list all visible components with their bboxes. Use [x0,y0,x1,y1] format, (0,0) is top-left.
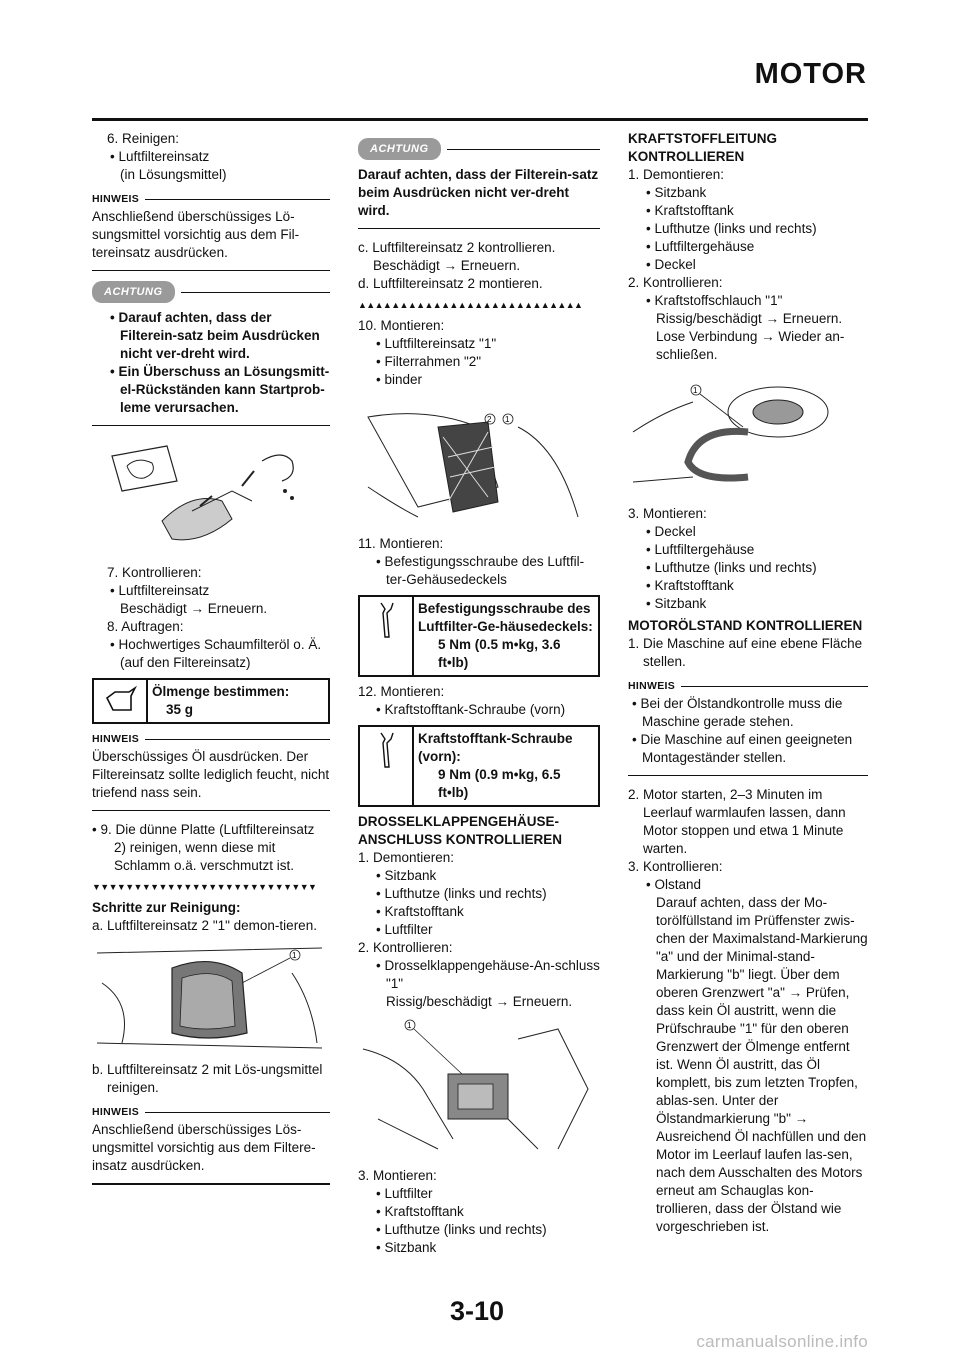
step-9: • 9. Die dünne Platte (Luftfiltereinsatz 2) reinigen, wenn diese mit Schlamm o.ä. verschmutzt ist. [92,821,330,875]
divider [628,775,868,776]
step-a: a. Luftfiltereinsatz 2 "1" demon-tieren. [92,918,317,933]
step-b: b. Luftfiltereinsatz 2 mit Lös-ungsmittel reinigen. [92,1062,323,1095]
step-6-item: • Luftfiltereinsatz [92,148,330,166]
step-7-item-note: Beschädigt → Erneuern. [120,601,268,616]
wrench-icon [360,597,414,675]
section-heading: KRAFTSTOFFLEITUNG KONTROLLIEREN [628,131,777,164]
wrench-icon [360,727,414,805]
divider [358,228,600,229]
spec-title: Befestigungsschraube des Luftfilter-Ge-häusedeckels: [418,601,593,634]
step-11-item: • Befestigungsschraube des Luftfil-ter-Gehäusedeckels [358,553,600,589]
svg-text:1: 1 [407,1021,412,1030]
hinweis-heading: HINWEIS [92,190,330,208]
step-6-item-note: (in Lösungsmittel) [120,167,227,182]
step-1-item: • Luftfiltergehäuse [628,238,868,256]
spec-value: 5 Nm (0.5 m•kg, 3.6 ft•lb) [438,637,561,670]
step-2-item: • Kraftstoffschlauch "1" [628,292,868,310]
section-heading: MOTORÖLSTAND KONTROLLIEREN [628,618,863,633]
hinweis-item: • Bei der Ölstandkontrolle muss die Maschine gerade stehen. [628,695,868,731]
step-12: 12. Montieren: [358,684,445,699]
step-2-note: Rissig/beschädigt → Erneuern. [656,311,843,326]
filter-cleaning-illustration [92,436,330,556]
torque-spec-box [358,595,600,677]
step-3: 3. Montieren: [358,1168,437,1183]
step-1: 1. Demontieren: [628,167,725,182]
step-2-note: Rissig/beschädigt → Erneuern. [386,994,573,1009]
filter-frame-illustration [358,397,600,527]
step-1-item: • Sitzbank [358,867,600,885]
hinweis-text: Anschließend überschüssiges Lös-ungsmittel vorsichtig aus dem Filtere-insatz ausdrücken. [92,1122,316,1173]
step-2: 2. Kontrollieren: [628,275,723,290]
step-3-item: • Kraftstofftank [628,577,868,595]
step-3-item: • Luftfilter [358,1185,600,1203]
divider [92,810,330,811]
achtung-text: Darauf achten, dass der Filterein-satz beim Ausdrücken nicht ver-dreht wird. [358,167,599,218]
spec-title: Ölmenge bestimmen: [152,684,290,699]
page-title: MOTOR [754,58,867,90]
step-7-item: • Luftfiltereinsatz [92,582,330,600]
svg-text:1: 1 [292,951,297,960]
step-2-note: Lose Verbindung → Wieder an-schließen. [656,329,845,362]
spec-value: 9 Nm (0.9 m•kg, 6.5 ft•lb) [438,767,561,800]
callout-1: 1 [505,415,510,424]
oil-level-instructions: Darauf achten, dass der Mo-torölfüllstand im Prüffenster zwis-chen der Maximalstand-Markierung "a" und der Minimal-stand-Markierung "b" liegt. Über dem oberen Grenzwert "a" → Prüfen, dass kein Öl austritt, wenn die Prüfschraube "1" für den oberen Grenzwert der Ölmenge entfernt ist. Wenn Öl austritt, das Öl komplett, bis zum letzten Tropfen, ablas-sen. Unter der Ölstandmarkierung "b" → Ausreichend Öl nachfüllen und den Motor im Leerlauf laufen las-sen, nach dem Ausschalten des Motors erneut am Schauglas kon-trollieren, dass der Ölstand wie vorgeschrieben ist. [656,895,868,1234]
step-8: 8. Auftragen: [107,619,184,634]
step-1-item: • Kraftstofftank [358,903,600,921]
spec-value: 35 g [166,702,194,717]
step-11: 11. Montieren: [358,536,444,551]
step-3-item: • Lufthutze (links und rechts) [358,1221,600,1239]
oil-quantity-spec-box [92,678,330,724]
step-1-item: • Lufthutze (links und rechts) [628,220,868,238]
hinweis-item: • Die Maschine auf einen geeigneten Montageständer stellen. [628,731,868,767]
step-2-item: • Drosselklappengehäuse-An-schluss "1" [358,957,600,993]
filter-plate-illustration [92,943,330,1053]
section-heading: DROSSELKLAPPENGEHÄUSE-ANSCHLUSS KONTROLLIEREN [358,814,563,847]
step-12-item: • Kraftstofftank-Schraube (vorn) [358,701,600,719]
step-3: 3. Montieren: [628,506,707,521]
step-3: 3. Kontrollieren: [628,859,723,874]
hinweis-heading: HINWEIS [92,730,330,748]
column-1 [92,130,330,1195]
divider [92,270,330,271]
steps-heading: Schritte zur Reinigung: [92,900,241,915]
achtung-heading: ACHTUNG [358,138,600,160]
achtung-item: • Darauf achten, dass der Filterein-satz beim Ausdrücken nicht ver-dreht wird. [92,309,330,363]
end-markers: ▲▲▲▲▲▲▲▲▲▲▲▲▲▲▲▲▲▲▲▲▲▲▲▲▲▲▲ [358,300,583,310]
step-3-item: • Olstand [628,876,868,894]
step-c-note: Beschädigt → Erneuern. [373,258,521,273]
step-10: 10. Montieren: [358,318,445,333]
column-3 [628,130,868,1236]
step-1-item: • Sitzbank [628,184,868,202]
step-3-item: • Deckel [628,523,868,541]
step-8-item: • Hochwertiges Schaumfilteröl o. Ä. [92,636,330,654]
callout-2: 2 [487,415,492,424]
page-number: 3-10 [450,1296,505,1326]
column-2 [358,130,600,1257]
step-1: 1. Demontieren: [358,850,455,865]
step-d: d. Luftfiltereinsatz 2 montieren. [358,276,543,291]
torque-spec-box [358,725,600,807]
hinweis-heading: HINWEIS [628,677,868,695]
step-3-item: • Kraftstofftank [358,1203,600,1221]
divider [92,1183,330,1185]
step-10-item: • binder [358,371,600,389]
hinweis-heading: HINWEIS [92,1103,330,1121]
step-10-item: • Luftfiltereinsatz "1" [358,335,600,353]
step-1-item: • Lufthutze (links und rechts) [358,885,600,903]
step-1-item: • Kraftstofftank [628,202,868,220]
step-10-item: • Filterrahmen "2" [358,353,600,371]
svg-text:1: 1 [693,386,698,395]
step-6: 6. Reinigen: [107,131,180,146]
oil-can-icon [94,680,148,722]
step-3-item: • Sitzbank [358,1239,600,1257]
step-3-item: • Lufthutze (links und rechts) [628,559,868,577]
spec-title: Kraftstofftank-Schraube (vorn): [418,731,573,764]
step-8-item-note: (auf den Filtereinsatz) [120,655,251,670]
step-1: 1. Die Maschine auf eine ebene Fläche stellen. [628,636,863,669]
step-7: 7. Kontrollieren: [107,565,202,580]
step-3-item: • Luftfiltergehäuse [628,541,868,559]
achtung-item: • Ein Überschuss an Lösungsmitt-el-Rückständen kann Startprob-leme verursachen. [92,363,330,417]
hinweis-text: Überschüssiges Öl ausdrücken. Der Filtereinsatz sollte lediglich feucht, nicht triefend nass sein. [92,749,330,800]
watermark: carmanualsonline.info [696,1332,868,1351]
step-2: 2. Motor starten, 2–3 Minuten im Leerlauf warmlaufen lassen, dann Motor stoppen und etwa 1 Minute warten. [628,787,846,856]
divider [92,425,330,426]
header-rule [92,118,868,121]
step-1-item: • Luftfilter [358,921,600,939]
start-markers: ▼▼▼▼▼▼▼▼▼▼▼▼▼▼▼▼▼▼▼▼▼▼▼▼▼▼▼ [92,882,317,892]
fuel-hose-illustration [628,372,868,497]
achtung-heading: ACHTUNG [92,281,330,303]
step-3-item: • Sitzbank [628,595,868,613]
step-1-item: • Deckel [628,256,868,274]
step-2: 2. Kontrollieren: [358,940,453,955]
throttle-body-illustration [358,1019,600,1159]
step-c: c. Luftfiltereinsatz 2 kontrollieren. [358,240,556,255]
hinweis-text: Anschließend überschüssiges Lö-sungsmittel vorsichtig aus dem Fil-tereinsatz ausdrücken. [92,209,300,260]
